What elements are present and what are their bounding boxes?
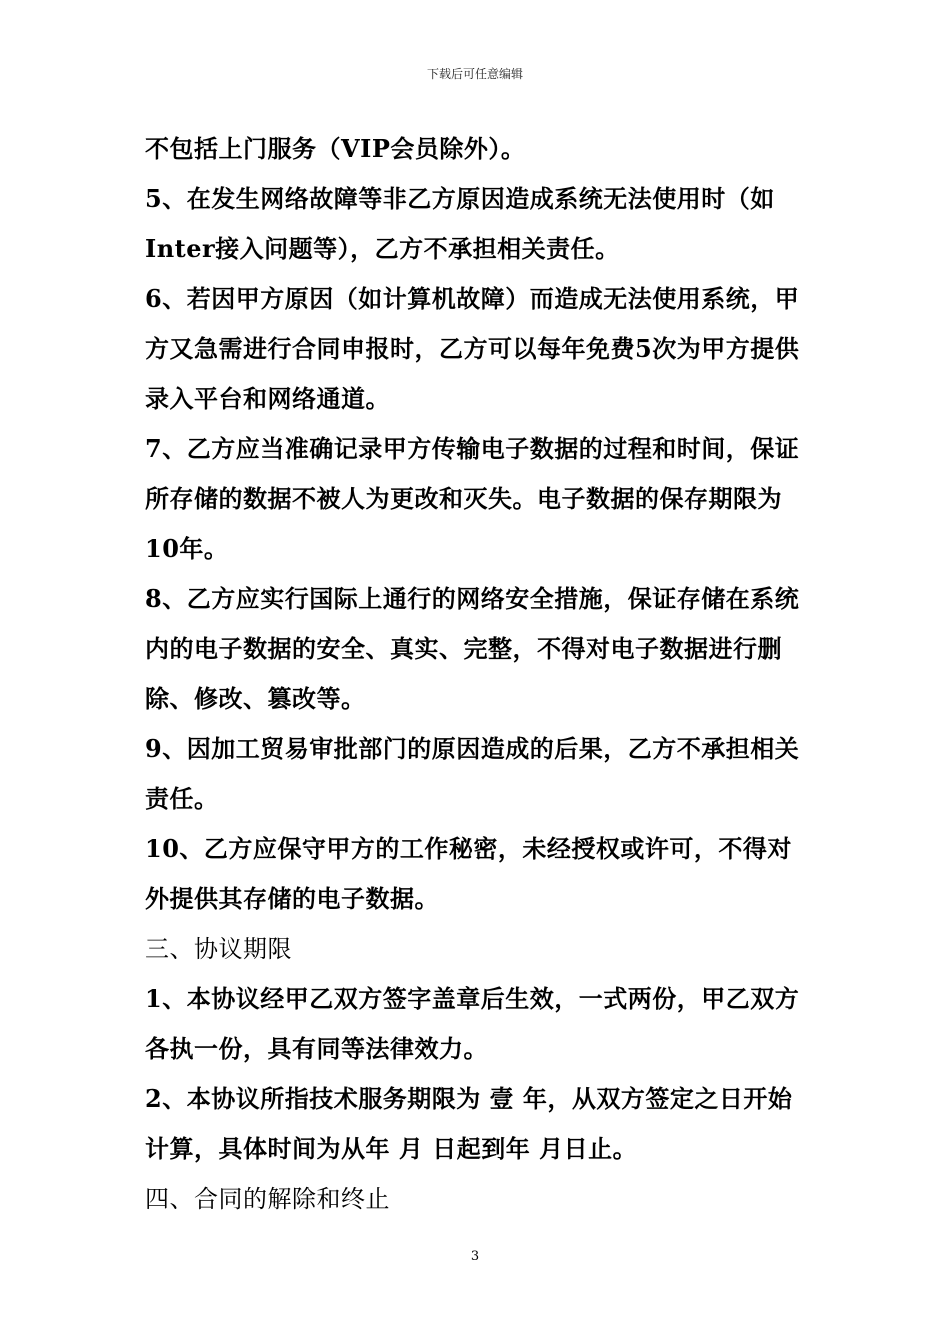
paragraph: 6、若因甲方原因（如计算机故障）而造成无法使用系统，甲方又急需进行合同申报时，乙方可以每年免费5次为甲方提供录入平台和网络通道。 [145, 284, 800, 413]
paragraph: 1、本协议经甲乙双方签字盖章后生效，一式两份，甲乙双方各执一份，具有同等法律效力。 [145, 984, 800, 1063]
section-heading: 四、合同的解除和终止 [145, 1185, 390, 1213]
paragraph: 8、乙方应实行国际上通行的网络安全措施，保证存储在系统内的电子数据的安全、真实、完整，不得对电子数据进行删除、修改、篡改等。 [145, 584, 800, 713]
paragraph: 7、乙方应当准确记录甲方传输电子数据的过程和时间，保证所存储的数据不被人为更改和灭失。电子数据的保存期限为10年。 [145, 434, 800, 563]
paragraph: 9、因加工贸易审批部门的原因造成的后果，乙方不承担相关责任。 [145, 734, 800, 813]
paragraph: 不包括上门服务（VIP会员除外）。 [145, 134, 526, 163]
paragraph: 10、乙方应保守甲方的工作秘密，未经授权或许可，不得对外提供其存储的电子数据。 [145, 834, 792, 913]
document-body [145, 124, 810, 1224]
page-number: 3 [470, 1249, 480, 1264]
section-heading: 三、协议期限 [145, 935, 292, 963]
paragraph: 2、本协议所指技术服务期限为 壹 年，从双方签定之日开始计算，具体时间为从年 月 日起到年 月日止。 [145, 1084, 793, 1163]
paragraph: 5、在发生网络故障等非乙方原因造成系统无法使用时（如Inter接入问题等），乙方不承担相关责任。 [145, 184, 775, 263]
page-header: 下载后可任意编辑 [426, 67, 523, 81]
